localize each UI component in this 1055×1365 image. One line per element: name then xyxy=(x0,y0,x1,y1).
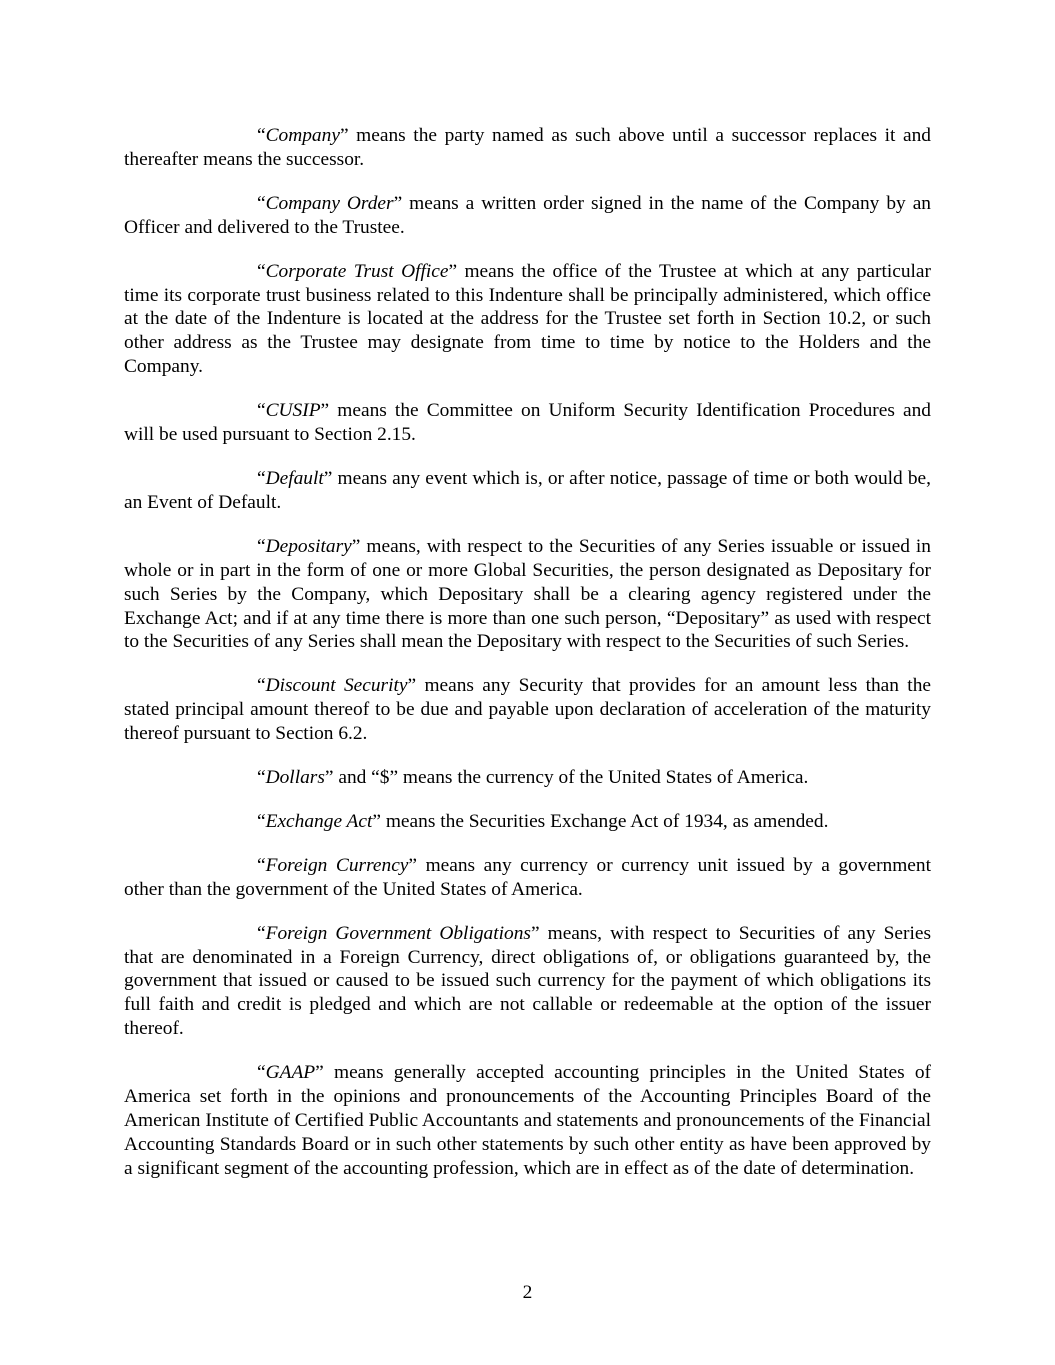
close-quote: ” xyxy=(320,400,330,422)
definition-corporate-trust-office xyxy=(124,260,931,380)
definition-gaap xyxy=(124,1061,931,1181)
open-quote: “ xyxy=(257,1062,266,1084)
close-quote: ” xyxy=(448,260,458,282)
page-number: 2 xyxy=(522,1282,533,1303)
definition-text: means the Committee on Uniform Security Identification Procedures and will be used pursuant to Section 2.15. xyxy=(124,400,931,446)
definition-dollars xyxy=(124,766,931,790)
open-quote: “ xyxy=(257,192,266,214)
close-quote: ” xyxy=(351,535,361,557)
defined-term: CUSIP xyxy=(265,400,321,422)
defined-term: Corporate Trust Office xyxy=(265,260,449,282)
close-quote: ” xyxy=(408,854,418,876)
defined-term: Foreign Currency xyxy=(265,854,409,876)
document-body xyxy=(124,124,931,1201)
open-quote: “ xyxy=(257,810,266,832)
open-quote: “ xyxy=(257,922,266,944)
defined-term: Discount Security xyxy=(265,675,408,697)
close-quote: ” xyxy=(530,922,540,944)
definition-company-order xyxy=(124,192,931,240)
definition-text: means the party named as such above until a successor replaces it and thereafter means the successor. xyxy=(124,125,931,170)
open-quote: “ xyxy=(257,535,266,557)
open-quote: “ xyxy=(257,467,266,489)
definition-text: means any Security that provides for an amount less than the stated principal amount thereof to be due and payable upon declaration of acceleration of the maturity thereof pursuant to Section 6.2. xyxy=(124,675,931,745)
definition-depositary xyxy=(124,535,931,655)
defined-term: Company Order xyxy=(265,192,394,214)
definition-cusip xyxy=(124,399,931,447)
definition-foreign-currency xyxy=(124,854,931,902)
definition-text: means the Securities Exchange Act of 1934, as amended. xyxy=(381,810,829,832)
close-quote: ” xyxy=(372,810,381,832)
defined-term: Exchange Act xyxy=(265,810,373,832)
defined-term: Foreign Government Obligations xyxy=(265,922,531,944)
definition-discount-security xyxy=(124,674,931,746)
definition-text: means, with respect to the Securities of any Series issuable or issued in whole or in part in the form of one or more Global Securities, the person designated as Depositary for such Series by the Company, which Depositary shall be a clearing agency registered under the Exchange Act; and if at any time there is more than one such person, “Depositary” as used with respect to the Securities of any Series shall mean the Depositary with respect to the Securities of such Series. xyxy=(124,535,931,653)
defined-term: Dollars xyxy=(265,767,325,789)
close-quote: ” xyxy=(339,125,349,146)
defined-term: GAAP xyxy=(265,1062,316,1084)
definition-text: and “$” means the currency of the United States of America. xyxy=(333,767,809,789)
definition-text: means the office of the Trustee at which at any particular time its corporate trust business related to this Indenture shall be principally administered, which office at the date of the Indenture is located at the address for the Trustee set forth in Section 10.2, or such other address as the Trustee may designate from time to time by notice to the Holders and the Company. xyxy=(124,260,931,378)
open-quote: “ xyxy=(257,767,266,789)
defined-term: Default xyxy=(265,467,324,489)
definition-exchange-act xyxy=(124,810,931,834)
definition-text: means any currency or currency unit issued by a government other than the government of the United States of America. xyxy=(124,854,931,900)
close-quote: ” xyxy=(315,1062,324,1084)
open-quote: “ xyxy=(257,260,266,282)
definition-company xyxy=(124,124,931,172)
definition-text: means a written order signed in the name of the Company by an Officer and delivered to the Trustee. xyxy=(124,192,931,238)
open-quote: “ xyxy=(257,675,266,697)
open-quote: “ xyxy=(257,854,266,876)
defined-term: Depositary xyxy=(265,535,352,557)
close-quote: ” xyxy=(393,192,403,214)
definition-foreign-government-obligations xyxy=(124,922,931,1042)
close-quote: ” xyxy=(323,467,333,489)
open-quote: “ xyxy=(257,125,266,146)
close-quote: ” xyxy=(324,767,334,789)
definition-text: means any event which is, or after notice, passage of time or both would be, an Event of Default. xyxy=(124,467,931,513)
defined-term: Company xyxy=(265,125,340,146)
close-quote: ” xyxy=(407,675,417,697)
definition-default xyxy=(124,467,931,515)
open-quote: “ xyxy=(257,400,266,422)
definition-text: means, with respect to Securities of any Series that are denominated in a Foreign Currency, direct obligations of, or obligations guaranteed by, the government that issued or caused to be issued such currency for the payment of which obligations its full faith and credit is pledged and which are not callable or redeemable at the option of the issuer thereof. xyxy=(124,922,931,1040)
definition-text: means generally accepted accounting principles in the United States of America set forth in the opinions and pronouncements of the Accounting Principles Board of the American Institute of Certified Public Accountants and statements and pronouncements of the Financial Accounting Standards Board or in such other statements by such other entity as have been approved by a significant segment of the accounting profession, which are in effect as of the date of determination. xyxy=(124,1062,931,1179)
